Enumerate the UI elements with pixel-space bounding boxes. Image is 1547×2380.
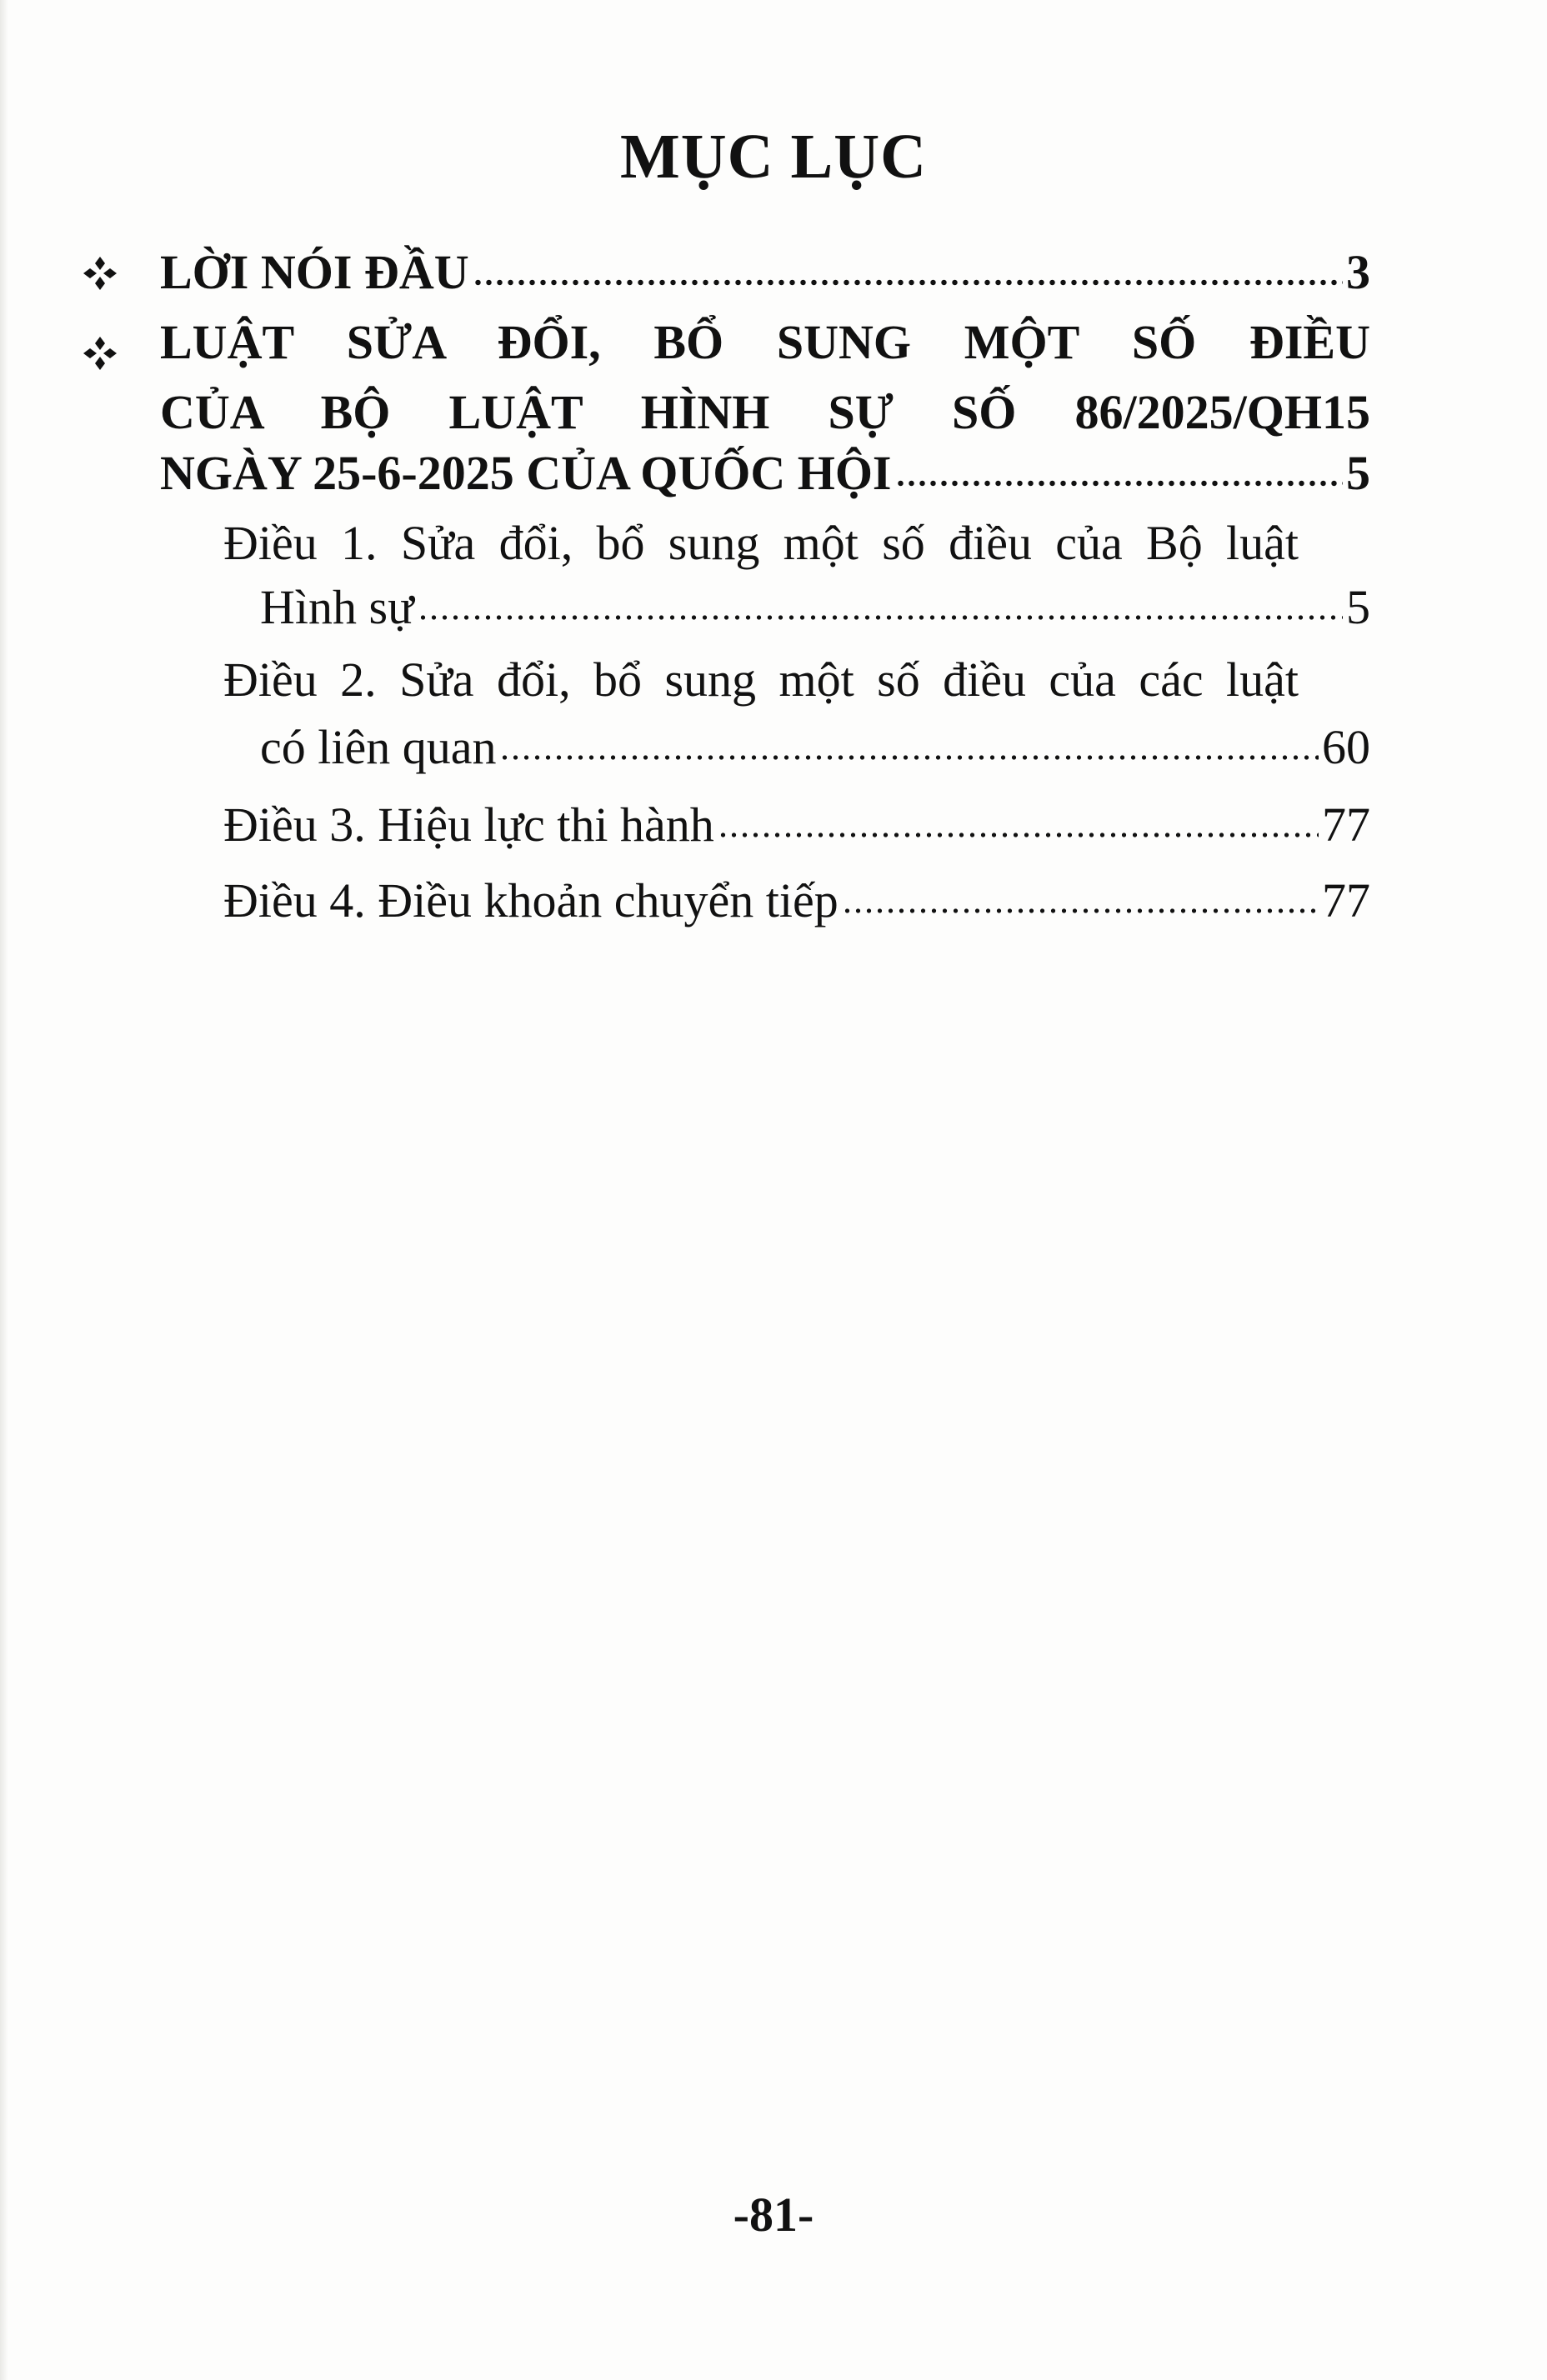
dot-leader [842, 905, 1319, 917]
toc-page-number: 5 [1346, 580, 1370, 634]
toc-entry-label: NGÀY 25-6-2025 CỦA QUỐC HỘI [160, 446, 892, 500]
dot-leader [895, 478, 1343, 489]
dot-leader [499, 752, 1319, 763]
toc-page-number: 60 [1322, 720, 1370, 774]
page-number: -81- [733, 2188, 814, 2242]
toc-entry-law-line-2[interactable]: CỦA BỘ LUẬT HÌNH SỰ SỐ 86/2025/QH15 [160, 385, 1370, 439]
toc-page-number: 5 [1346, 446, 1370, 500]
toc-article-2-line-2[interactable] [260, 718, 1370, 777]
toc-article-2-line-1[interactable]: Điều 2. Sửa đổi, bổ sung một số điều của các luật [223, 652, 1299, 707]
toc-entry-label: Hình sự [260, 580, 414, 634]
toc-article-3[interactable] [223, 796, 1370, 854]
dot-leader [473, 277, 1343, 288]
diamond-bullet-icon [82, 255, 118, 292]
toc-entry-label: Điều 4. Điều khoản chuyển tiếp [223, 873, 839, 928]
toc-entry-label: Điều 3. Hiệu lực thi hành [223, 798, 714, 852]
toc-page-number: 77 [1322, 873, 1370, 928]
toc-entry-label: LỜI NÓI ĐẦU [160, 245, 469, 299]
toc-heading: MỤC LỤC [620, 122, 927, 192]
toc-article-4[interactable] [223, 872, 1370, 930]
scan-edge [0, 0, 8, 2380]
toc-page-number: 77 [1322, 798, 1370, 852]
toc-entry-preface[interactable] [160, 243, 1370, 302]
dot-leader [718, 829, 1319, 841]
toc-article-1-line-1[interactable]: Điều 1. Sửa đổi, bổ sung một số điều của Bộ luật [223, 516, 1299, 570]
toc-page-number: 3 [1346, 245, 1370, 299]
toc-entry-law-line-1[interactable]: LUẬT SỬA ĐỔI, BỔ SUNG MỘT SỐ ĐIỀU [160, 315, 1370, 369]
diamond-bullet-icon [82, 335, 118, 372]
toc-entry-law-line-3[interactable] [160, 444, 1370, 502]
toc-entry-label: có liên quan [260, 720, 497, 774]
dot-leader [418, 612, 1343, 623]
toc-article-1-line-2[interactable] [260, 578, 1370, 637]
